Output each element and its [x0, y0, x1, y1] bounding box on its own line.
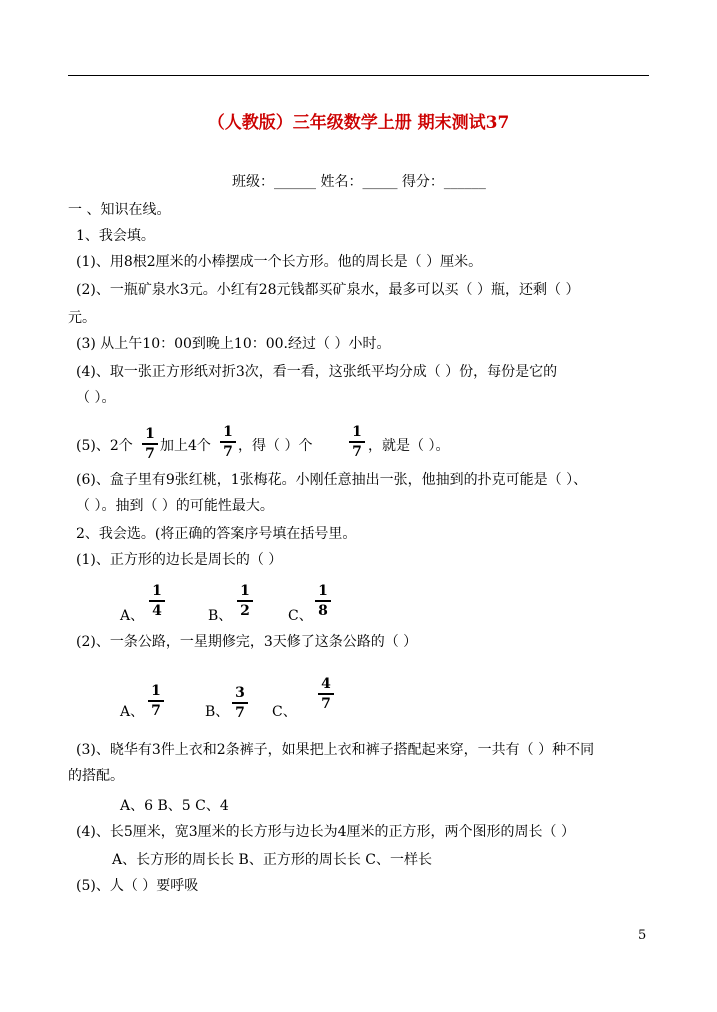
fraction-numerator: 1: [151, 683, 161, 699]
fill-item-6-cont: （ ）。抽到（ ）的可能性最大。: [76, 498, 274, 514]
q1-heading: 1、我会填。: [76, 228, 155, 244]
header-rule: [68, 75, 649, 76]
section1-heading: 一 、知识在线。: [68, 202, 171, 218]
fill-item-6: (6)、盒子里有9张红桃，1张梅花。小刚任意抽出一张，他抽到的扑克可能是（ ）、: [76, 472, 588, 488]
fraction-numerator: 1: [152, 583, 162, 599]
fraction-numerator: 1: [352, 424, 362, 440]
fraction-bar: [318, 693, 334, 695]
fill-item-2: (2)、一瓶矿泉水3元。小红有28元钱都买矿泉水，最多可以买（ ）瓶，还剩（ ）: [76, 282, 580, 298]
choice-q3-options: A、6 B、5 C、4: [120, 798, 229, 814]
choice-q2-option-a-fraction: [147, 684, 165, 718]
fraction-bar: [220, 441, 236, 443]
fill-item-5-seg3: ，得（ ）个: [238, 438, 313, 454]
page-title: （人教版）三年级数学上册 期末测试37: [207, 113, 510, 133]
fill-item-4: (4)、取一张正方形纸对折3次，看一看，这张纸平均分成（ ）份，每份是它的: [76, 364, 558, 380]
choice-q1: (1)、正方形的边长是周长的（ ）: [76, 552, 283, 568]
fraction-denominator: 2: [240, 603, 250, 619]
choice-q1-option-c-fraction: [314, 584, 332, 618]
choice-q1-option-b-fraction: [236, 584, 254, 618]
fraction-2: [219, 425, 237, 459]
fraction-denominator: 7: [235, 705, 245, 721]
fraction-numerator: 4: [321, 676, 331, 692]
fraction-bar: [149, 600, 165, 602]
q2-heading: 2、我会选。(将正确的答案序号填在括号里。: [76, 526, 357, 542]
header-info: 班级：______ 姓名：_____ 得分：______: [232, 174, 486, 190]
fraction-bar: [148, 700, 164, 702]
fraction-denominator: 7: [151, 703, 161, 719]
fraction-denominator: 7: [352, 444, 362, 460]
fraction-bar: [142, 443, 158, 445]
fraction-denominator: 7: [223, 444, 233, 460]
fraction-numerator: 1: [240, 583, 250, 599]
choice-q2-option-b-label: B、: [205, 704, 230, 720]
fraction-numerator: 3: [235, 685, 245, 701]
choice-q2-option-b-fraction: [231, 686, 249, 720]
fraction-numerator: 1: [223, 424, 233, 440]
fill-item-3: (3) 从上午10：00到晚上10：00.经过（ ）小时。: [76, 336, 391, 352]
choice-q3-cont: 的搭配。: [68, 768, 124, 784]
fraction-1: [141, 427, 159, 461]
choice-q2: (2)、一条公路，一星期修完，3天修了这条公路的（ ）: [76, 634, 418, 650]
choice-q1-option-b-label: B、: [208, 608, 233, 624]
choice-q2-option-c-label: C、: [272, 704, 297, 720]
choice-q2-option-c-fraction: [317, 677, 335, 711]
choice-q2-option-a-label: A、: [120, 704, 145, 720]
choice-q1-option-c-label: C、: [288, 608, 313, 624]
choice-q1-option-a-label: A、: [120, 608, 145, 624]
fraction-denominator: 7: [145, 446, 155, 462]
fill-item-4-cont: （ ）。: [76, 390, 116, 406]
fraction-denominator: 7: [321, 696, 331, 712]
fraction-bar: [237, 600, 253, 602]
page-number: 5: [638, 928, 647, 943]
fraction-numerator: 1: [145, 426, 155, 442]
fill-item-5-seg2: 加上4个: [160, 438, 211, 454]
choice-q4-options: A、长方形的周长长 B、正方形的周长长 C、一样长: [112, 852, 433, 868]
choice-q4: (4)、长5厘米，宽3厘米的长方形与边长为4厘米的正方形，两个图形的周长（ ）: [76, 824, 576, 840]
fraction-denominator: 8: [318, 603, 328, 619]
fill-item-1: (1)、用8根2厘米的小棒摆成一个长方形。他的周长是（ ）厘米。: [76, 254, 483, 270]
fill-item-2-cont: 元。: [68, 310, 96, 326]
fraction-bar: [232, 702, 248, 704]
fraction-bar: [349, 441, 365, 443]
choice-q1-option-a-fraction: [148, 584, 166, 618]
fill-item-5-seg1: (5)、2个: [76, 438, 133, 454]
fraction-bar: [315, 600, 331, 602]
fraction-3: [348, 425, 366, 459]
choice-q3: (3)、晓华有3件上衣和2条裤子，如果把上衣和裤子搭配起来穿，一共有（ ）种不同: [76, 742, 595, 758]
fraction-denominator: 4: [152, 603, 162, 619]
fill-item-5-seg4: ，就是（ ）。: [368, 438, 450, 454]
choice-q5: (5)、人（ ）要呼吸: [76, 878, 199, 894]
fraction-numerator: 1: [318, 583, 328, 599]
